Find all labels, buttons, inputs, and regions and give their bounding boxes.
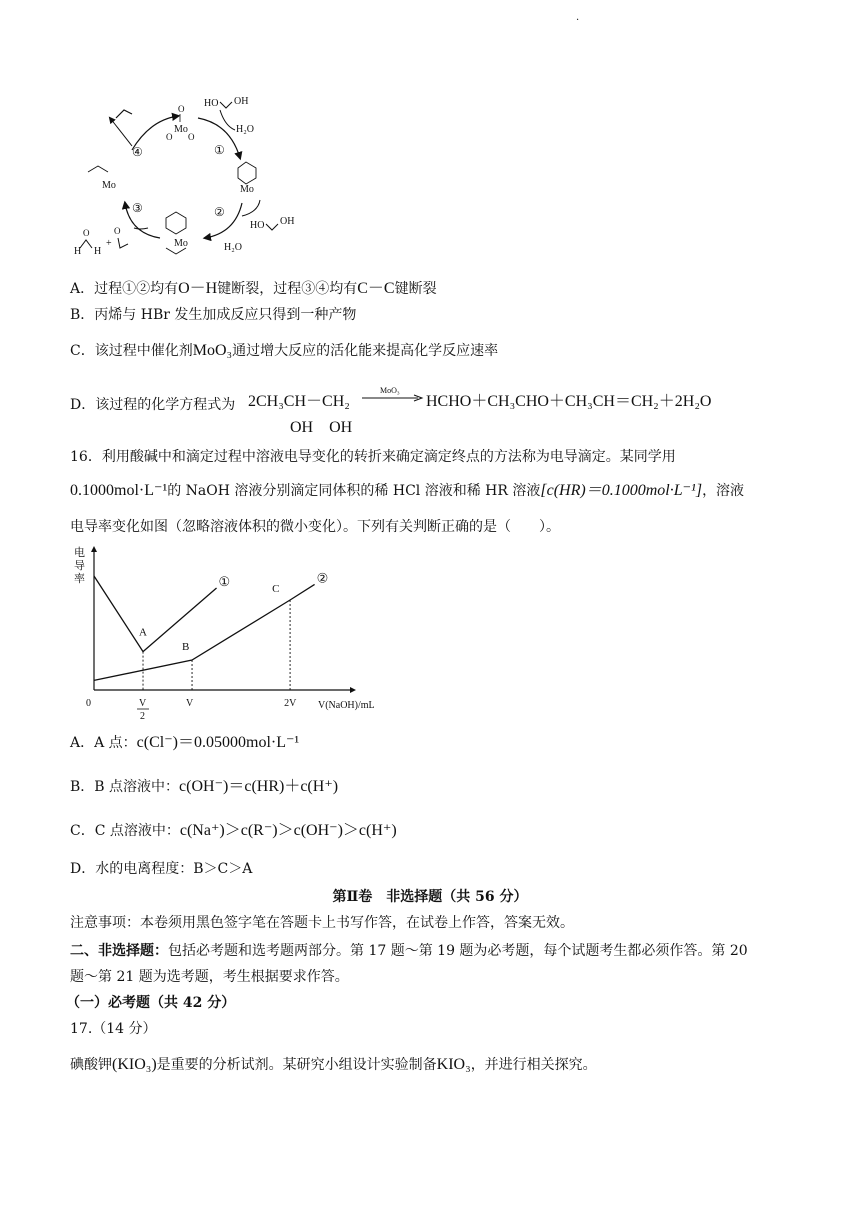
q15-option-d: D．该过程的化学方程式为 bbox=[70, 397, 236, 413]
x-tick-label: V bbox=[139, 698, 147, 709]
point-label-C: C bbox=[272, 583, 280, 595]
series-line-1 bbox=[94, 576, 217, 652]
step-2: ② bbox=[214, 205, 225, 219]
q16-stem-line2: 0.1000mol·L⁻¹的 NaOH 溶液分别滴定同体积的稀 HCl 溶液和稀 HR 溶液[c(HR)＝0.1000mol·L⁻¹]，溶液 bbox=[70, 482, 745, 499]
q16-option-c: C．C 点溶液中：c(Na⁺)＞c(R⁻)＞c(OH⁻)＞c(H⁺) bbox=[70, 822, 397, 839]
x-axis-label: V(NaOH)/mL bbox=[318, 700, 375, 711]
x-tick-label: 0 bbox=[86, 698, 91, 709]
conductance-chart bbox=[70, 544, 375, 722]
x-tick-label-denominator: 2 bbox=[140, 711, 146, 722]
svg-text:O: O bbox=[178, 104, 185, 114]
reaction-arrow bbox=[362, 394, 424, 402]
header-mark: . bbox=[576, 12, 580, 23]
section2-part-cont: 题～第 21 题为选考题，考生根据要求作答。 bbox=[70, 969, 349, 985]
mo-top: Mo bbox=[174, 124, 188, 135]
q16-option-b: B．B 点溶液中：c(OH⁻)＝c(HR)＋c(H⁺) bbox=[70, 778, 339, 795]
h2o-top: H₂O bbox=[236, 124, 254, 135]
y-axis-label-char: 率 bbox=[74, 573, 85, 585]
series-label-1: ① bbox=[218, 574, 231, 589]
svg-text:O: O bbox=[188, 132, 195, 142]
h-left: H bbox=[74, 246, 82, 257]
point-label-B: B bbox=[182, 641, 190, 653]
q16-option-a: A．A 点：c(Cl⁻)＝0.05000mol·L⁻¹ bbox=[70, 734, 300, 751]
step-1: ① bbox=[214, 143, 225, 157]
point-label-A: A bbox=[139, 626, 147, 639]
section2-title: 第Ⅱ卷 非选择题（共 56 分） bbox=[332, 889, 528, 905]
catalytic-cycle-diagram bbox=[70, 88, 310, 268]
q17-heading: 17.（14 分） bbox=[70, 1021, 157, 1037]
x-axis-arrow bbox=[350, 687, 356, 693]
diol-bottom-oh: OH bbox=[280, 216, 295, 227]
q17-text: 碘酸钾(KIO₃)是重要的分析试剂。某研究小组设计实验制备KIO₃，并进行相关探究。 bbox=[70, 1056, 597, 1073]
diol-top-ho: HO bbox=[204, 98, 219, 109]
q16-stem-line3: 电导率变化如图（忽略溶液体积的微小变化）。下列有关判断正确的是（ ）。 bbox=[70, 519, 560, 535]
mo-bottom: Mo bbox=[174, 238, 188, 249]
q15-equation-lhs: 2CH₃CH－CH₂ bbox=[248, 393, 350, 410]
catalyst-label: MoO₃ bbox=[380, 386, 400, 395]
q15-equation-rhs: HCHO＋CH₃CHO＋CH₃CH＝CH₂＋2H₂O bbox=[426, 393, 712, 410]
svg-text:+: + bbox=[106, 238, 112, 249]
svg-text:O: O bbox=[166, 132, 173, 142]
section2-part: 二、非选择题：包括必考题和选考题两部分。第 17 题～第 19 题为必考题，每个试题考生都必须作答。第 20 bbox=[70, 943, 748, 959]
q15-equation-sub: OH OH bbox=[290, 419, 353, 436]
q16-stem-line1: 16．利用酸碱中和滴定过程中溶液电导变化的转折来确定滴定终点的方法称为电导滴定。某同学用 bbox=[70, 449, 676, 465]
mo-right: Mo bbox=[240, 184, 254, 195]
x-tick-label: 2V bbox=[284, 698, 297, 709]
q15-option-a: A．过程①②均有O－H键断裂，过程③④均有C－C键断裂 bbox=[70, 280, 437, 297]
diol-bottom-ho: HO bbox=[250, 220, 265, 231]
q16-option-d: D．水的电离程度：B＞C＞A bbox=[70, 861, 253, 877]
y-axis-arrow bbox=[91, 546, 97, 552]
svg-text:O: O bbox=[83, 228, 90, 238]
q15-option-c: C．该过程中催化剂MoO₃通过增大反应的活化能来提高化学反应速率 bbox=[70, 342, 499, 359]
mo-left: Mo bbox=[102, 180, 116, 191]
y-axis-label-char: 导 bbox=[74, 560, 85, 572]
series-label-2: ② bbox=[316, 570, 329, 586]
x-tick-label: V bbox=[186, 698, 194, 709]
svg-text:O: O bbox=[114, 226, 121, 236]
q15-option-b: B．丙烯与 HBr 发生加成反应只得到一种产物 bbox=[70, 307, 357, 323]
section2-note: 注意事项：本卷须用黑色签字笔在答题卡上书写作答，在试卷上作答，答案无效。 bbox=[70, 915, 574, 931]
step-4: ④ bbox=[132, 145, 143, 159]
h2o-bottom: H₂O bbox=[224, 242, 242, 253]
step-3: ③ bbox=[132, 201, 143, 215]
required-heading: （一）必考题（共 42 分） bbox=[66, 995, 236, 1011]
y-axis-label-char: 电 bbox=[74, 547, 85, 559]
h-right: H bbox=[94, 246, 102, 257]
diol-top-oh: OH bbox=[234, 96, 249, 107]
